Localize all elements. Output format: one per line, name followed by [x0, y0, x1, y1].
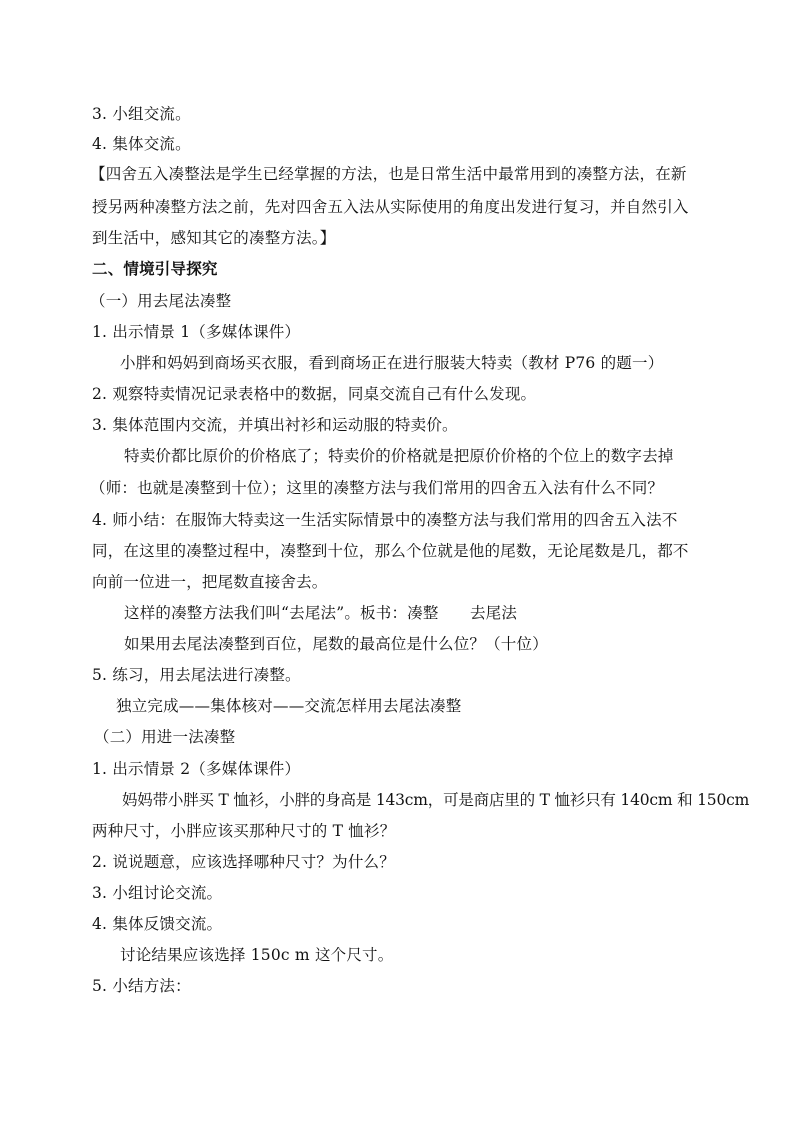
text-line: 2. 观察特卖情况记录表格中的数据，同桌交流自己有什么发现。: [92, 385, 537, 403]
subsection-heading: （一）用去尾法凑整: [90, 292, 232, 310]
text-line: 4. 师小结：在服饰大特卖这一生活实际情景中的凑整方法与我们常用的四舍五入法不: [92, 511, 678, 529]
text-line: 向前一位进一，把尾数直接舍去。: [92, 573, 328, 591]
text-line: 1. 出示情景 2（多媒体课件）: [92, 760, 301, 778]
text-line: 5. 小结方法：: [92, 977, 191, 995]
text-line: 2. 说说题意，应该选择哪种尺寸？为什么？: [92, 853, 395, 871]
subsection-heading: （二）用进一法凑整: [94, 728, 236, 746]
text-line: 5. 练习，用去尾法进行凑整。: [92, 666, 301, 684]
text-line: 4. 集体反馈交流。: [92, 915, 223, 933]
text-line: 3. 集体范围内交流，并填出衬衫和运动服的特卖价。: [92, 416, 458, 434]
text-line: 同，在这里的凑整过程中，凑整到十位，那么个位就是他的尾数，无论尾数是几，都不: [92, 542, 689, 560]
text-line: 独立完成——集体核对——交流怎样用去尾法凑整: [116, 697, 462, 715]
text-line: （师：也就是凑整到十位）；这里的凑整方法与我们常用的四舍五入法有什么不同？: [90, 479, 664, 497]
text-line: 4. 集体交流。: [92, 135, 191, 153]
text-line: 这样的凑整方法我们叫“去尾法”。板书：凑整 去尾法: [124, 604, 518, 622]
text-line: 如果用去尾法凑整到百位，尾数的最高位是什么位？（十位）: [124, 635, 548, 653]
text-line: 妈妈带小胖买 T 恤衫，小胖的身高是 143cm，可是商店里的 T 恤衫只有 140cm 和 150cm: [122, 791, 750, 809]
text-line: 1. 出示情景 1（多媒体课件）: [92, 323, 301, 341]
text-line: 两种尺寸，小胖应该买那种尺寸的 T 恤衫？: [92, 822, 396, 840]
note-line: 授另两种凑整方法之前，先对四舍五入法从实际使用的角度出发进行复习，并自然引入: [92, 198, 689, 216]
text-line: 3. 小组讨论交流。: [92, 884, 223, 902]
text-line: 小胖和妈妈到商场买衣服，看到商场正在进行服装大特卖（教材 P76 的题一）: [120, 354, 664, 372]
note-line: 到生活中，感知其它的凑整方法。】: [92, 229, 336, 247]
section-heading: 二、情境引导探究: [92, 259, 218, 278]
note-line: 【四舍五入凑整法是学生已经掌握的方法，也是日常生活中最常用到的凑整方法，在新: [90, 165, 687, 183]
text-line: 特卖价都比原价的价格底了；特卖价的价格就是把原价价格的个位上的数字去掉: [124, 447, 674, 465]
text-line: 讨论结果应该选择 150c m 这个尺寸。: [120, 946, 394, 964]
text-line: 3. 小组交流。: [92, 105, 191, 123]
